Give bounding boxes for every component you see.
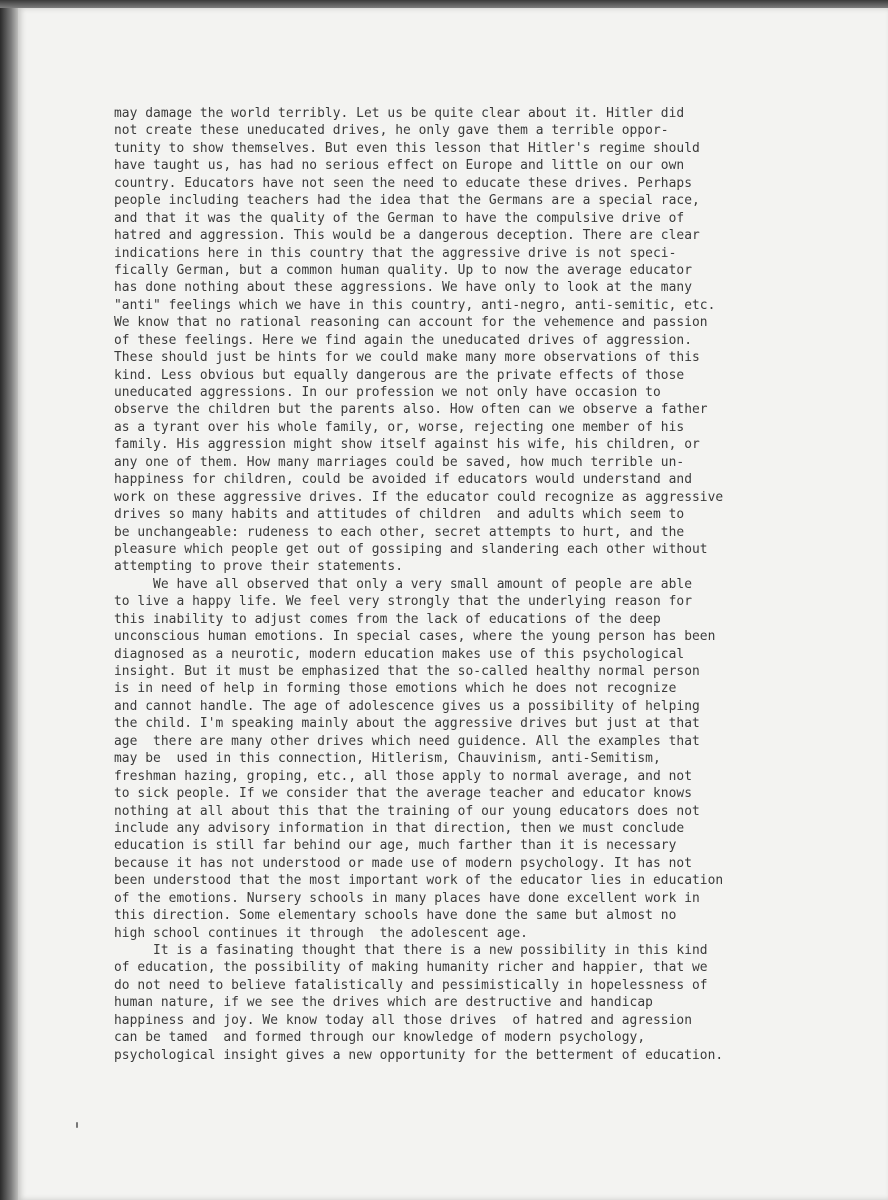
text-line: the child. I'm speaking mainly about the aggressive drives but just at that [114, 716, 700, 732]
text-line: have taught us, has had no serious effect on Europe and little on our own [114, 158, 685, 174]
scan-binding-shadow [0, 8, 18, 1200]
text-line: freshman hazing, groping, etc., all those apply to normal average, and not [114, 768, 692, 784]
text-line: may damage the world terribly. Let us be quite clear about it. Hitler did [114, 106, 685, 121]
text-line: not create these uneducated drives, he only gave them a terrible oppor- [114, 123, 669, 139]
text-line: be unchangeable: rudeness to each other, secret attempts to hurt, and the [114, 524, 685, 540]
text-line: to live a happy life. We feel very strongly that the underlying reason for [114, 594, 692, 610]
text-line: include any advisory information in that direction, then we must conclude [114, 820, 685, 836]
text-line: because it has not understood or made use of modern psychology. It has not [114, 855, 692, 871]
text-line: as a tyrant over his whole family, or, worse, rejecting one member of his [114, 419, 685, 435]
text-line: age there are many other drives which need guidence. All the examples that [114, 733, 700, 749]
margin-mark [76, 1122, 78, 1128]
text-line: We know that no rational reasoning can account for the vehemence and passion [114, 315, 708, 331]
text-line: It is a fasinating thought that there is a new possibility in this kind [114, 943, 708, 958]
text-line: of these feelings. Here we find again the uneducated drives of aggression. [114, 332, 692, 348]
text-line: pleasure which people get out of gossiping and slandering each other without [114, 541, 708, 557]
text-line: and that it was the quality of the German to have the compulsive drive of [114, 210, 685, 226]
text-line: We have all observed that only a very small amount of people are able [114, 576, 692, 592]
text-line: this inability to adjust comes from the lack of educations of the deep [114, 611, 661, 627]
text-line: is in need of help in forming those emotions which he does not recognize [114, 681, 677, 697]
text-line: uneducated aggressions. In our profession we not only have occasion to [114, 385, 661, 400]
text-line: been understood that the most important work of the educator lies in education [114, 873, 724, 889]
text-line: work on these aggressive drives. If the educator could recognize as aggressive [114, 489, 724, 505]
text-line: insight. But it must be emphasized that the so-called healthy normal person [114, 664, 700, 679]
text-line: of the emotions. Nursery schools in many places have done excellent work in [114, 890, 700, 906]
text-line: to sick people. If we consider that the average teacher and educator knows [114, 786, 692, 802]
text-line: any one of them. How many marriages could be saved, how much terrible un- [114, 454, 685, 470]
text-line: kind. Less obvious but equally dangerous are the private effects of those [114, 367, 685, 383]
text-line: country. Educators have not seen the need to educate these drives. Perhaps [114, 175, 692, 191]
text-line: family. His aggression might show itself against his wife, his children, or [114, 437, 700, 453]
text-line: These should just be hints for we could make many more observations of this [114, 350, 700, 366]
text-line: unconscious human emotions. In special cases, where the young person has been [114, 629, 716, 645]
text-line: can be tamed and formed through our knowledge of modern psychology, [114, 1030, 646, 1046]
text-line: indications here in this country that the aggressive drive is not speci- [114, 245, 677, 261]
text-line: people including teachers had the idea that the Germans are a special race, [114, 193, 700, 209]
text-line: high school continues it through the adolescent age. [114, 925, 528, 941]
text-line: psychological insight gives a new opportunity for the betterment of education. [114, 1047, 724, 1063]
text-line: nothing at all about this that the training of our young educators does not [114, 803, 700, 819]
text-line: drives so many habits and attitudes of children and adults which seem to [114, 507, 685, 523]
text-line: fically German, but a common human quality. Up to now the average educator [114, 262, 692, 278]
text-line: education is still far behind our age, much farther than it is necessary [114, 838, 677, 854]
text-line: hatred and aggression. This would be a dangerous deception. There are clear [114, 228, 700, 244]
text-line: happiness for children, could be avoided if educators would understand and [114, 472, 692, 488]
text-line: tunity to show themselves. But even this lesson that Hitler's regime should [114, 140, 700, 156]
text-line: of education, the possibility of making humanity richer and happier, that we [114, 960, 708, 976]
text-line: observe the children but the parents also. How often can we observe a father [114, 402, 708, 418]
text-line: attempting to prove their statements. [114, 559, 403, 575]
text-line: "anti" feelings which we have in this country, anti-negro, anti-semitic, etc. [114, 297, 716, 313]
text-line: this direction. Some elementary schools have done the same but almost no [114, 908, 677, 924]
text-line: human nature, if we see the drives which are destructive and handicap [114, 995, 653, 1011]
text-line: happiness and joy. We know today all those drives of hatred and agression [114, 1012, 692, 1028]
text-line: and cannot handle. The age of adolescence gives us a possibility of helping [114, 698, 700, 714]
typed-text-body [114, 105, 874, 1064]
text-line: has done nothing about these aggressions. We have only to look at the many [114, 280, 692, 296]
text-line: diagnosed as a neurotic, modern education makes use of this psychological [114, 646, 685, 662]
text-line: do not need to believe fatalistically and pessimistically in hopelessness of [114, 977, 708, 993]
text-line: may be used in this connection, Hitlerism, Chauvinism, anti-Semitism, [114, 751, 661, 767]
